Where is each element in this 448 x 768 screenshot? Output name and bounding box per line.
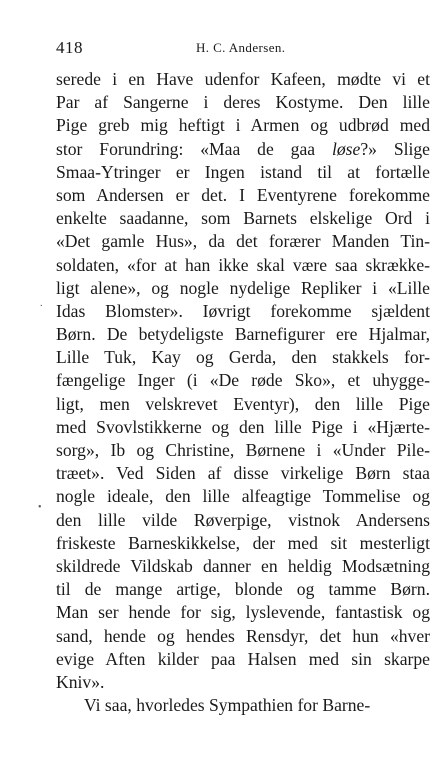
text-line: Idas Blomster». Iøvrigt forekomme sjældent [56,300,430,321]
text-line: Man ser hende for sig, lyslevende, fantastisk og [56,602,430,623]
page-header [56,38,430,66]
text-line: nogle ideale, den lille alfeagtige Tommelise og [56,486,430,507]
running-head: H. C. Andersen. [196,40,286,55]
book-page [56,38,430,717]
text-line: «Det gamle Hus», da det forærer Manden Tin- [56,231,430,252]
text-line: Børn. De betydeligste Barnefigurer ere Hjalmar, [56,324,430,345]
text-line: evige Aften kilder paa Halsen med sin skarpe [56,648,430,669]
text-line: Kniv». [56,671,105,692]
text-line: den lille vilde Røverpige, vistnok Andersens [56,509,430,530]
text-line: Vi saa, hvorledes Sympathien for Barne- [84,695,371,716]
text-line: fængelige Inger (i «De røde Sko», et uhygge- [56,370,430,391]
text-line: sorg», Ib og Christine, Børnene i «Under Pile- [56,440,430,460]
text-line: sand, hende og hendes Rensdyr, det hun «hver [56,625,430,646]
text-line: enkelte saadanne, som Barnets elskelige Ord i [56,208,430,229]
page-number: 418 [56,38,83,57]
text-line: stor Forundring: «Maa de gaa løse?» Slige [56,138,430,159]
body-text [56,68,430,717]
text-line: med Svovlstikkerne og den lille Pige i «Hjærte- [56,416,430,437]
text-line: Lille Tuk, Kay og Gerda, den stakkels for- [56,347,430,368]
text-line: Par af Sangerne i deres Kostyme. Den lille [56,92,430,113]
text-line: træet». Ved Siden af disse virkelige Børn staa [56,463,430,484]
text-line: ligt, men velskrevet Eventyr), den lille Pige [56,393,430,414]
text-line: til de mange artige, blonde og tamme Børn. [56,579,430,600]
text-line: Smaa-Ytringer er Ingen istand til at fortælle [56,161,430,182]
margin-mark: • [38,502,42,513]
text-line: som Andersen er det. I Eventyrene forekomme [56,184,430,205]
margin-mark: . [40,298,43,309]
text-line: Pige greb mig heftigt i Armen og udbrød med [56,115,430,136]
text-line: friskeste Barneskikkelse, der med sit mesterligt [56,532,430,553]
text-line: ligt alene», og nogle nydelige Repliker i «Lille [56,277,430,298]
text-line: soldaten, «for at han ikke skal være saa skrække- [56,254,430,275]
italic-word: løse [331,138,361,159]
text-line: serede i en Have udenfor Kafeen, mødte vi et [56,69,430,89]
text-line: skildrede Vildskab danner en heldig Modsætning [56,555,430,576]
